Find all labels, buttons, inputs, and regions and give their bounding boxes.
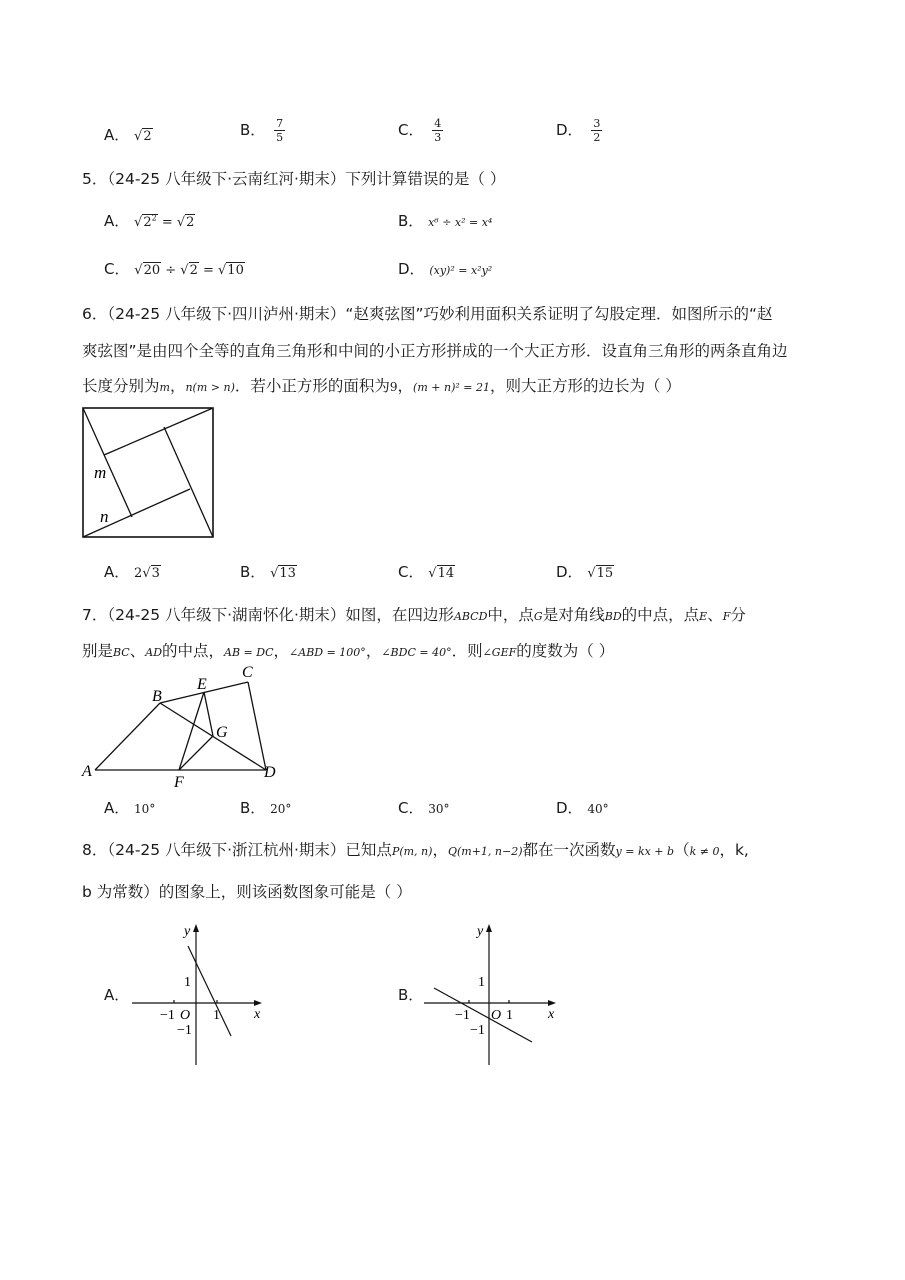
label-n: n — [100, 507, 109, 526]
quadrilateral-diagram — [78, 660, 288, 792]
tick-1-y: 1 — [184, 975, 191, 990]
q7-option-d[interactable] — [556, 797, 609, 818]
option-label: A． — [104, 126, 130, 144]
fraction: $\frac{3}{2}$ — [593, 117, 601, 144]
q7-option-a[interactable] — [104, 797, 155, 818]
fraction: $\frac{7}{5}$ — [276, 117, 284, 144]
math-expression: 2√3 — [134, 566, 160, 581]
q6-option-d[interactable] — [556, 561, 614, 582]
q8-graph-a — [128, 918, 268, 1068]
origin-label: O — [491, 1008, 502, 1023]
option-label: A． — [104, 986, 130, 1004]
label-a: A — [82, 763, 92, 780]
q6-option-c[interactable] — [398, 561, 455, 582]
option-label: B． — [240, 563, 266, 581]
tick-neg1-x: −1 — [160, 1008, 175, 1023]
q8-stem-line1: 8．（24-25 八年级下·浙江杭州·期末）已知点P(m, n)，Q(m+1, n−2)都在一次函数y = kx + b（k ≠ 0，k, — [82, 841, 749, 859]
label-g: G — [216, 724, 228, 741]
math-expression: √14 — [428, 566, 455, 581]
option-label: C． — [104, 260, 130, 278]
option-label: A． — [104, 799, 130, 817]
q7-option-b[interactable] — [240, 797, 291, 818]
math-expression: √15 — [587, 566, 614, 581]
label-m: m — [94, 463, 107, 482]
option-label: B． — [398, 986, 424, 1004]
option-value: 10° — [134, 802, 156, 816]
q5-option-d[interactable] — [398, 258, 492, 279]
math-expression: x⁶ ÷ x² = x⁴ — [428, 216, 493, 229]
tick-neg1-x: −1 — [455, 1008, 470, 1023]
tick-neg1-y: −1 — [177, 1023, 192, 1038]
option-label: B． — [240, 799, 266, 817]
q5-stem: 5．（24-25 八年级下·云南红河·期末）下列计算错误的是（ ） — [82, 170, 506, 188]
math-expression: √13 — [270, 566, 296, 581]
q6-option-a[interactable] — [104, 561, 161, 582]
origin-label: O — [180, 1008, 191, 1023]
q6-stem-line3: 长度分别为m，n(m > n)．若小正方形的面积为9，(m + n)² = 21，则大正方形的边长为（ ） — [82, 377, 681, 395]
y-axis-label: y — [477, 924, 484, 939]
option-label: A． — [104, 212, 130, 230]
fraction: $\frac{4}{3}$ — [434, 117, 442, 144]
tick-1-x: 1 — [506, 1008, 513, 1023]
q7-stem-line1: 7．（24-25 八年级下·湖南怀化·期末）如图，在四边形ABCD中，点G是对角线BD的中点，点E、F分 — [82, 606, 746, 624]
option-label: C． — [398, 563, 424, 581]
option-label: C． — [398, 799, 424, 817]
option-value: 30° — [428, 802, 450, 816]
tick-1-y: 1 — [478, 975, 485, 990]
option-label: D． — [398, 260, 425, 278]
q6-stem-line1: 6．（24-25 八年级下·四川泸州·期末）“赵爽弦图”巧妙利用面积关系证明了勾股定理．如图所示的“赵 — [82, 305, 773, 323]
option-label: D． — [556, 563, 583, 581]
y-axis-label: y — [184, 924, 191, 939]
label-d: D — [264, 764, 276, 781]
option-value: 40° — [587, 802, 609, 816]
q4-option-a[interactable] — [104, 124, 153, 145]
q8-option-a[interactable] — [104, 984, 129, 1005]
math-expression: (xy)² = x²y² — [429, 264, 493, 277]
q8-stem-line2: b 为常数）的图象上，则该函数图象可能是（ ） — [82, 883, 412, 901]
label-b: B — [152, 688, 162, 705]
option-label: B． — [398, 212, 424, 230]
option-value: 20° — [270, 802, 292, 816]
math-expression: √20 ÷ √2 = √10 — [134, 263, 244, 278]
q4-option-c[interactable] — [398, 117, 443, 144]
x-axis-label: x — [254, 1007, 261, 1022]
option-label: D． — [556, 121, 583, 139]
q7-option-c[interactable] — [398, 797, 450, 818]
option-label: A． — [104, 563, 130, 581]
q6-stem-line2: 爽弦图”是由四个全等的直角三角形和中间的小正方形拼成的一个大正方形．设直角三角形的两条直角边 — [82, 342, 788, 360]
q7-stem-line2: 别是BC、AD的中点，AB = DC，∠ABD = 100°，∠BDC = 40°．则∠GEF的度数为（ ） — [82, 642, 615, 660]
q5-option-a[interactable] — [104, 210, 195, 231]
tick-1-x: 1 — [213, 1008, 220, 1023]
sqrt-expression: √2 — [134, 129, 152, 144]
q6-option-b[interactable] — [240, 561, 297, 582]
option-label: C． — [398, 121, 424, 139]
math-expression: $√2^2 = √2$ — [134, 213, 195, 230]
q8-graph-b — [420, 918, 560, 1068]
q4-option-b[interactable] — [240, 117, 285, 144]
option-label: D． — [556, 799, 583, 817]
zhao-shuang-diagram — [80, 405, 216, 539]
q5-option-b[interactable] — [398, 210, 492, 231]
q4-option-d[interactable] — [556, 117, 602, 144]
q5-option-c[interactable] — [104, 258, 245, 279]
label-f: F — [174, 774, 184, 791]
option-label: B． — [240, 121, 266, 139]
label-e: E — [197, 676, 207, 693]
x-axis-label: x — [548, 1007, 555, 1022]
label-c: C — [242, 664, 253, 681]
tick-neg1-y: −1 — [470, 1023, 485, 1038]
